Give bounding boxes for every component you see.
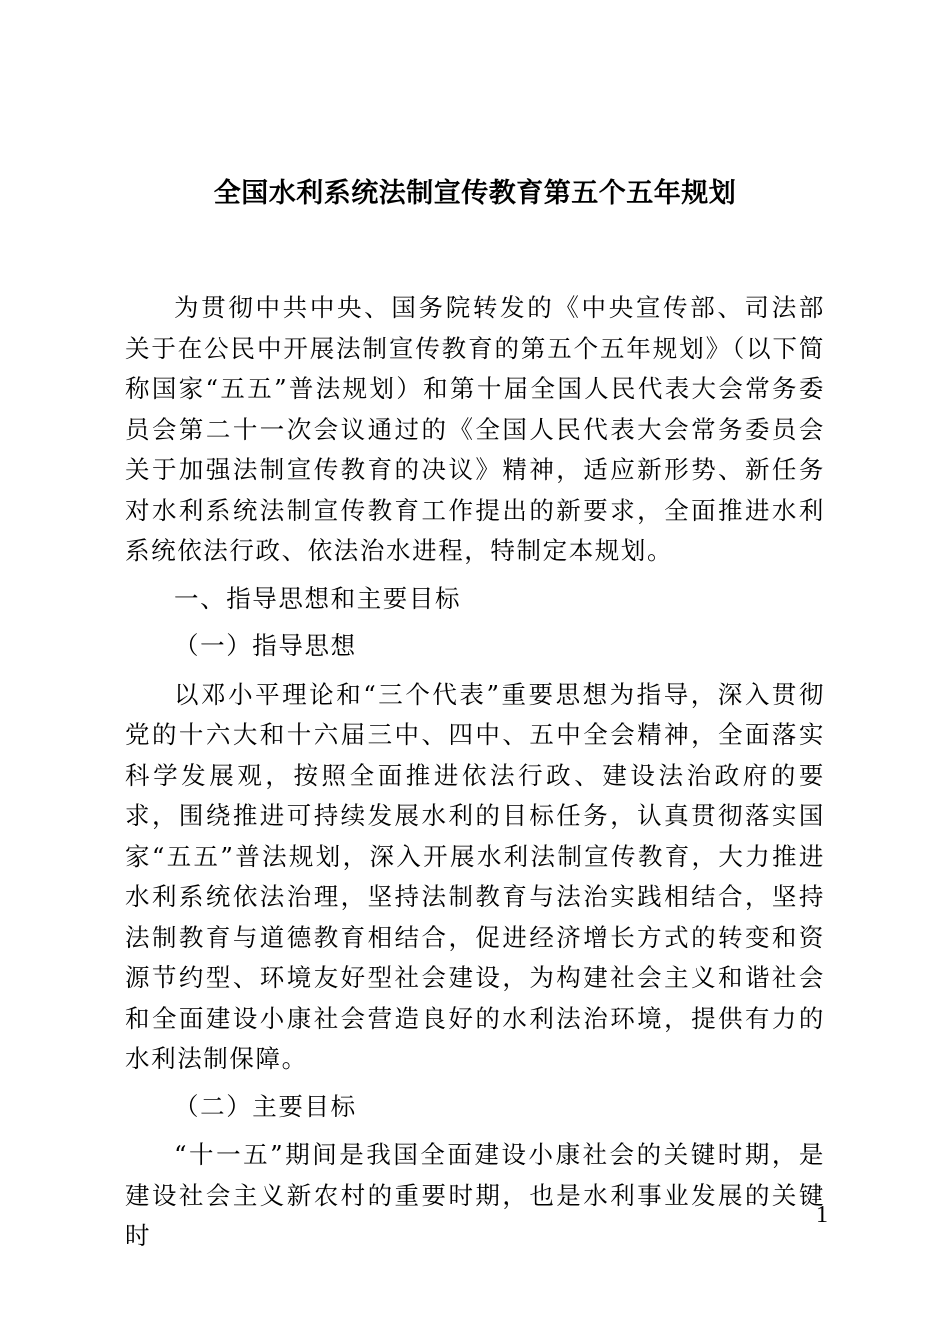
subsection-heading-guiding-ideology: （一）指导思想 [174, 631, 357, 660]
guiding-ideology-paragraph: 以邓小平理论和“三个代表”重要思想为指导，深入贯彻党的十六大和十六届三中、四中、五中全会精神，全面落实科学发展观，按照全面推进依法行政、建设法治政府的要求，围绕推进可持续发展水利的目标任务，认真贯彻落实国家“五五”普法规划，深入开展水利法制宣传教育，大力推进水利系统依法治理，坚持法制教育与法治实践相结合，坚持法制教育与道德教育相结合，促进经济增长方式的转变和资源节约型、环境友好型社会建设，为构建社会主义和谐社会和全面建设小康社会营造良好的水利法治环境，提供有力的水利法制保障。 [125, 679, 825, 1073]
document-title: 全国水利系统法制宣传教育第五个五年规划 [213, 178, 737, 209]
document-body [125, 288, 825, 1257]
section-heading-guiding-ideology-and-goals: 一、指导思想和主要目标 [174, 583, 462, 613]
intro-paragraph: 为贯彻中共中央、国务院转发的《中央宣传部、司法部关于在公民中开展法制宣传教育的第五个五年规划》（以下简称国家“五五”普法规划）和第十届全国人民代表大会常务委员会第二十一次会议通过的《全国人民代表大会常务委员会关于加强法制宣传教育的决议》精神，适应新形势、新任务对水利系统法制宣传教育工作提出的新要求，全面推进水利系统依法行政、依法治水进程，特制定本规划。 [125, 293, 825, 565]
main-goals-paragraph: “十一五”期间是我国全面建设小康社会的关键时期，是建设社会主义新农村的重要时期，也是水利事业发展的关键时 [125, 1140, 825, 1250]
page-number: 1 [816, 1202, 828, 1228]
subsection-heading-main-goals: （二）主要目标 [174, 1091, 357, 1121]
